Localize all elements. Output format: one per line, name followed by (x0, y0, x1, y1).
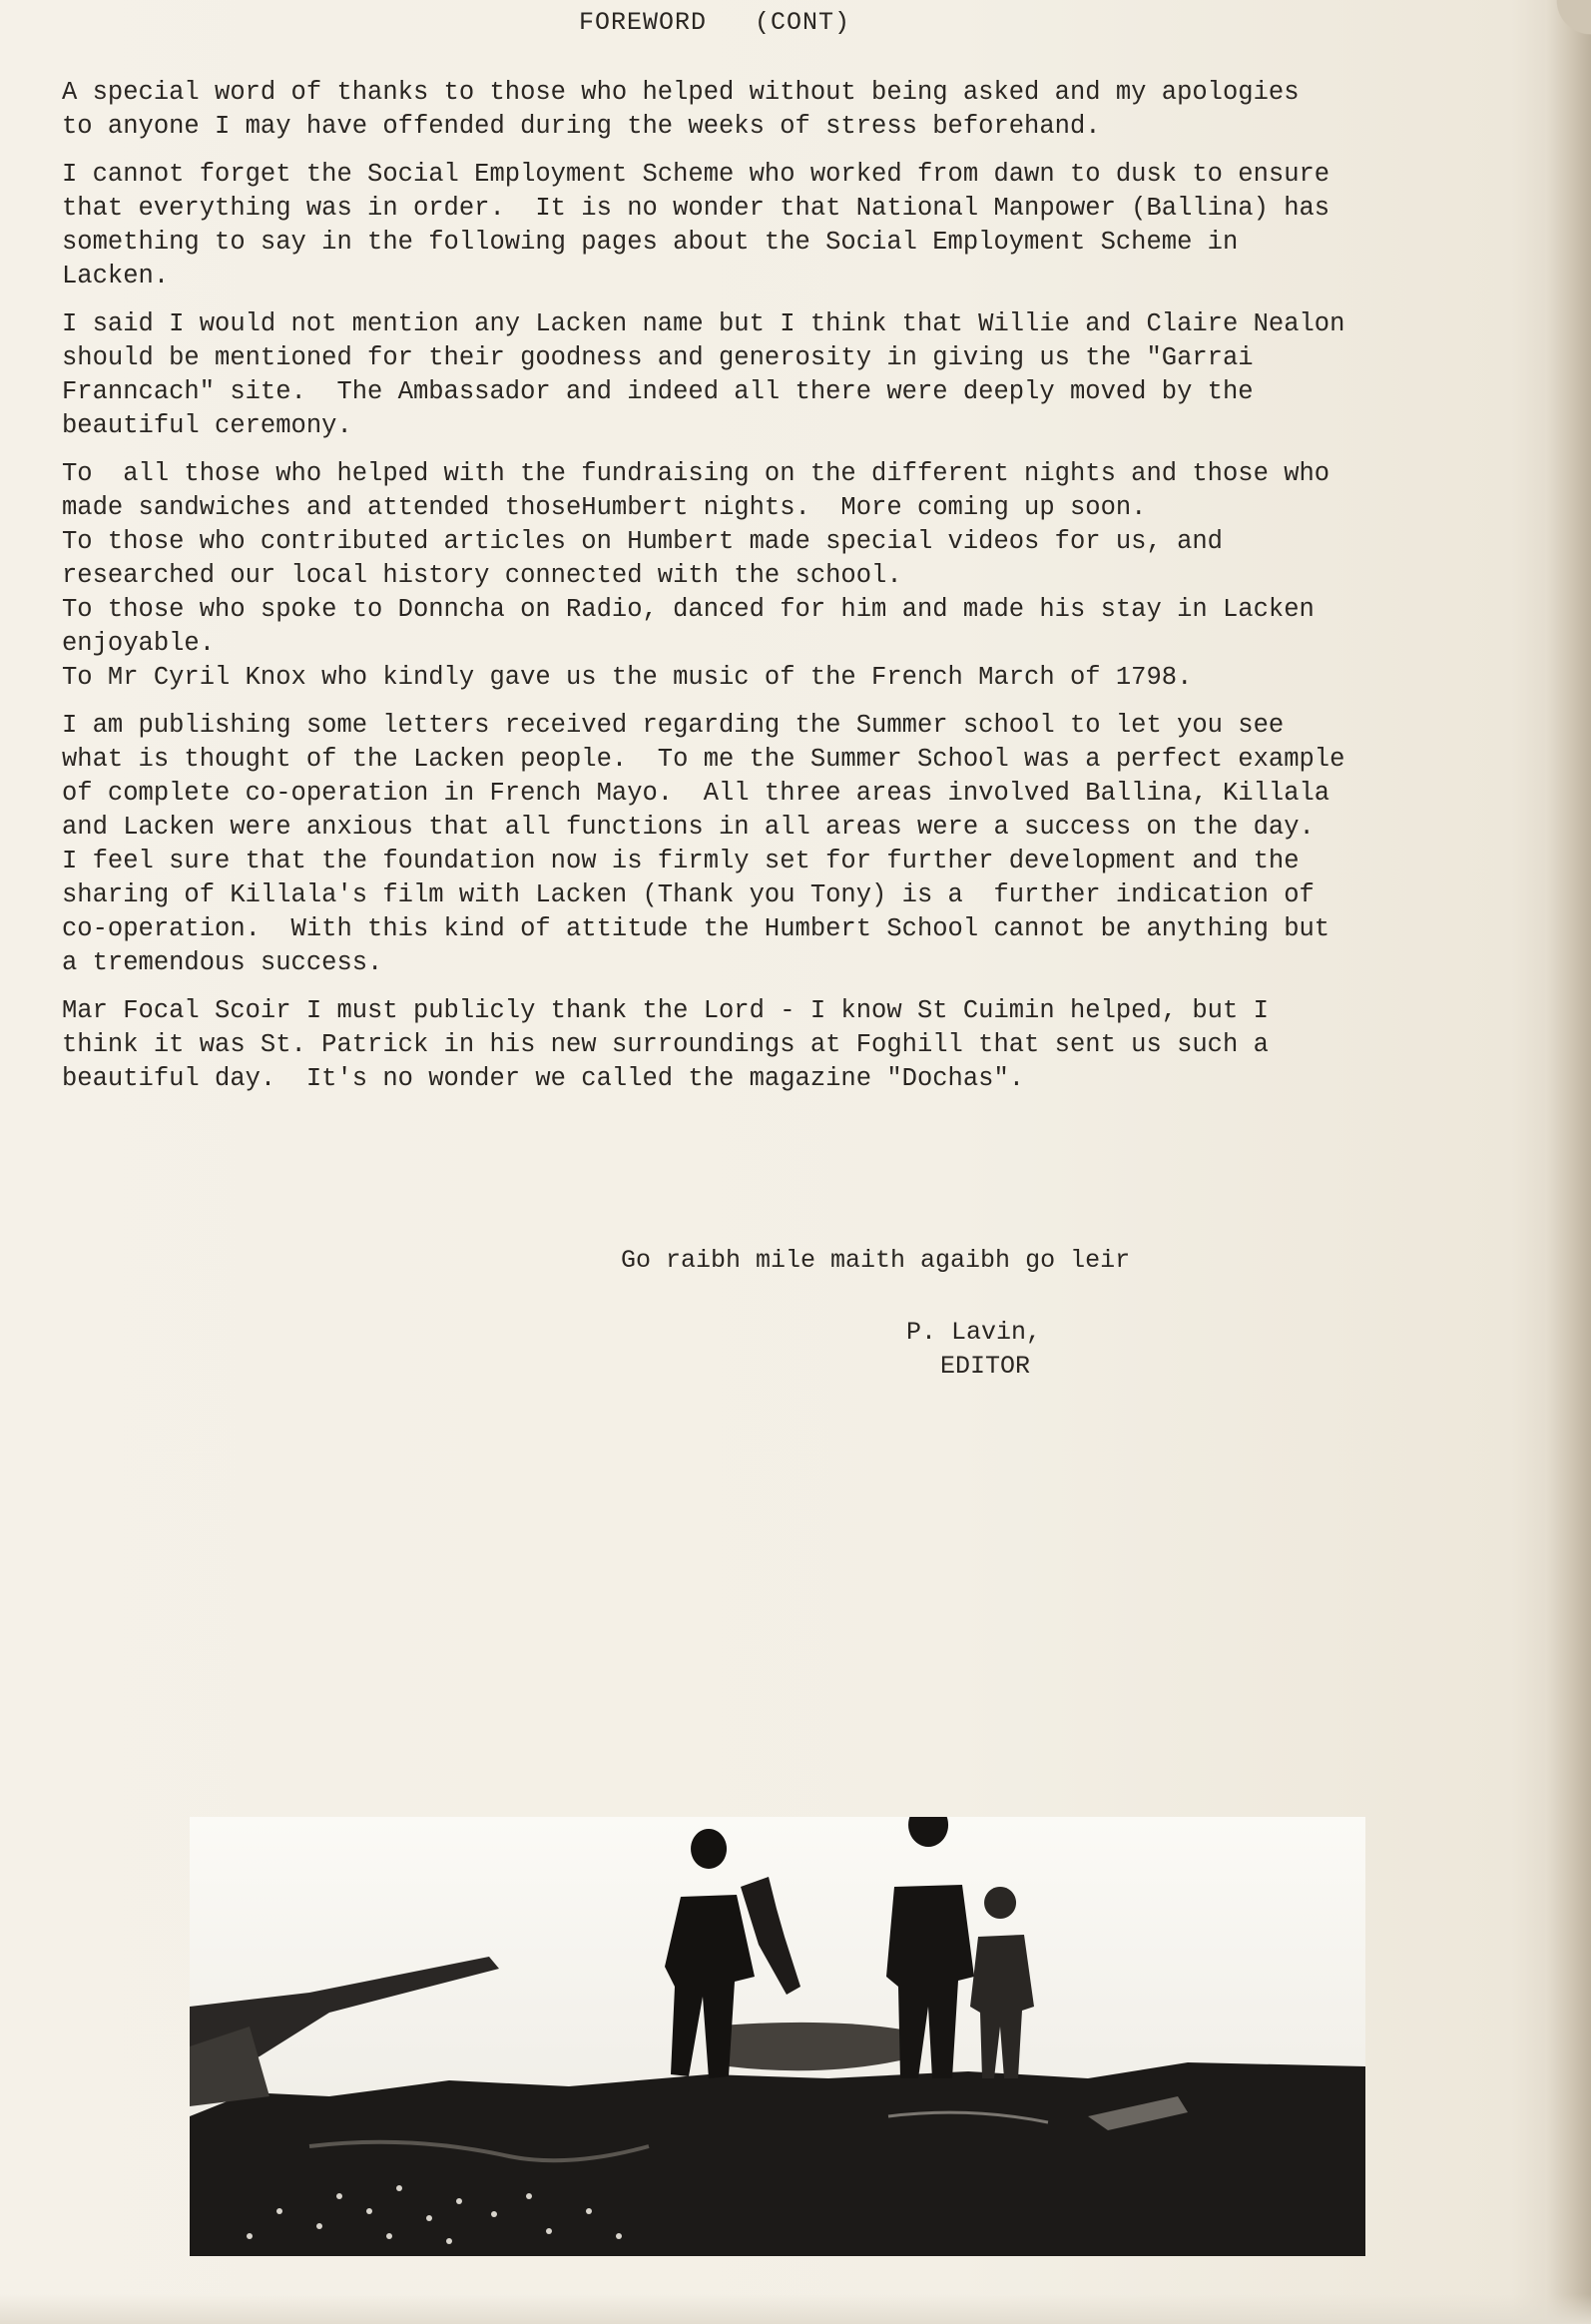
editor-title: EDITOR (940, 1352, 1031, 1381)
paragraph-closing (62, 994, 1489, 1096)
corner-fold (1531, 0, 1591, 60)
text-line: A special word of thanks to those who helped without being asked and my apologies (62, 78, 1300, 107)
text-line: something to say in the following pages about the Social Employment Scheme in (62, 228, 1239, 257)
text-line: enjoyable. (62, 629, 216, 658)
beach-photograph (190, 1817, 1365, 2256)
text-line: I feel sure that the foundation now is firmly set for further development and the (62, 847, 1300, 875)
text-line: To all those who helped with the fundraising on the different nights and those who (62, 459, 1330, 488)
silhouette-photo-illustration (190, 1817, 1365, 2256)
text-line: think it was St. Patrick in his new surroundings at Foghill that sent us such a (62, 1030, 1269, 1059)
text-line: Franncach" site. The Ambassador and indeed all there were deeply moved by the (62, 377, 1254, 406)
paper-edge (1545, 0, 1591, 2324)
text-line: I am publishing some letters received regarding the Summer school to let you see (62, 711, 1285, 740)
page-bottom-shadow (0, 2294, 1591, 2324)
text-line: researched our local history connected with the school. (62, 561, 902, 590)
text-line: that everything was in order. It is no wonder that National Manpower (Ballina) has (62, 194, 1330, 223)
text-line: co-operation. With this kind of attitude the Humbert School cannot be anything but (62, 914, 1330, 943)
text-line: a tremendous success. (62, 948, 383, 977)
text-line: To Mr Cyril Knox who kindly gave us the music of the French March of 1798. (62, 663, 1193, 692)
text-line: sharing of Killala's film with Lacken (Thank you Tony) is a further indication of (62, 880, 1315, 909)
paragraph-thanks (62, 76, 1489, 144)
text-line: and Lacken were anxious that all functions in all areas were a success on the day. (62, 813, 1315, 842)
text-line: Mar Focal Scoir I must publicly thank the Lord - I know St Cuimin helped, but I (62, 996, 1269, 1025)
text-line: made sandwiches and attended thoseHumbert nights. More coming up soon. (62, 493, 1147, 522)
text-line: Lacken. (62, 262, 170, 290)
editor-name: P. Lavin, (906, 1318, 1042, 1347)
paragraph-fundraising (62, 457, 1489, 695)
text-line: should be mentioned for their goodness and generosity in giving us the "Garrai (62, 343, 1254, 372)
text-line: beautiful day. It's no wonder we called the magazine "Dochas". (62, 1064, 1025, 1093)
paragraph-nealon (62, 307, 1489, 443)
foreword-body (62, 76, 1489, 1110)
text-line: of complete co-operation in French Mayo. All three areas involved Ballina, Killala (62, 779, 1330, 808)
text-line: To those who spoke to Donncha on Radio, danced for him and made his stay in Lacken (62, 595, 1315, 624)
page-heading: FOREWORD (CONT) (579, 8, 851, 37)
text-line: what is thought of the Lacken people. To me the Summer School was a perfect example (62, 745, 1345, 774)
paragraph-social-scheme (62, 158, 1489, 293)
irish-signoff: Go raibh mile maith agaibh go leir (621, 1246, 1131, 1275)
text-line: to anyone I may have offended during the weeks of stress beforehand. (62, 112, 1101, 141)
text-line: I said I would not mention any Lacken name but I think that Willie and Claire Nealon (62, 309, 1345, 338)
text-line: beautiful ceremony. (62, 411, 352, 440)
text-line: To those who contributed articles on Humbert made special videos for us, and (62, 527, 1223, 556)
paragraph-letters (62, 709, 1489, 980)
text-line: I cannot forget the Social Employment Scheme who worked from dawn to dusk to ensure (62, 160, 1330, 189)
